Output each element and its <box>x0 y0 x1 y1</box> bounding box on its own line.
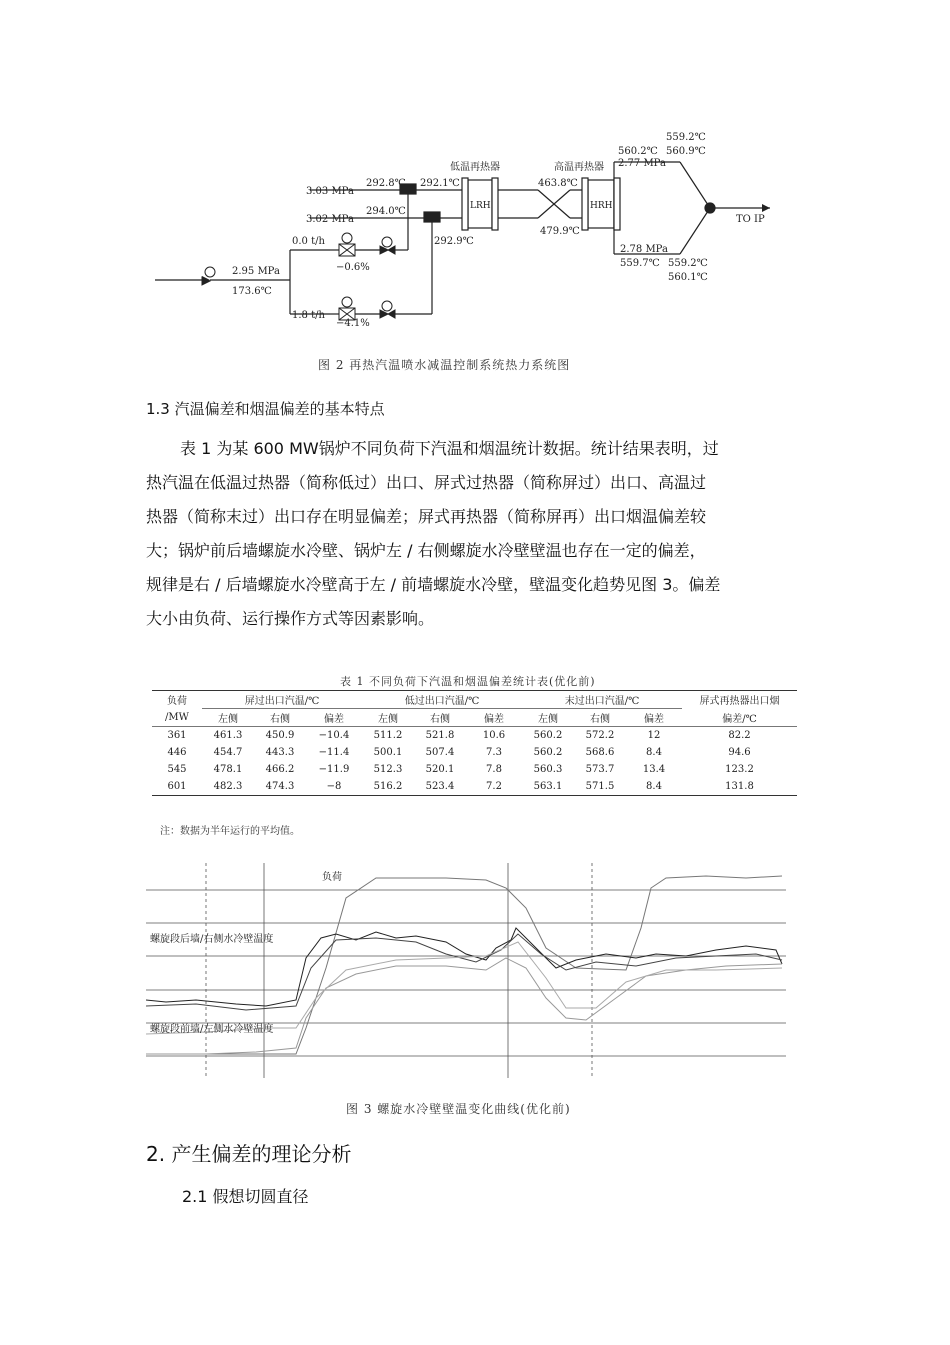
cell: 443.3 <box>265 747 295 758</box>
spray-flow-1: 0.0 t/h <box>292 236 325 247</box>
reheater-header-1: 屏式再热器出口烟 <box>699 696 780 708</box>
temp-12: 560.1℃ <box>668 272 708 283</box>
table-row <box>152 778 797 795</box>
sub-header: 左侧 <box>378 714 398 725</box>
cell-load: 361 <box>167 730 187 741</box>
to-ip-label: TO IP <box>736 214 765 225</box>
load-header: 负荷 <box>167 696 187 708</box>
table1-note: 注：数据为半年运行的平均值。 <box>160 826 300 837</box>
cell: 8.4 <box>646 781 662 792</box>
cell: 94.6 <box>728 747 751 758</box>
cell-load: 601 <box>167 781 187 792</box>
figure3-trend-chart <box>146 858 786 1080</box>
temp-4: 292.9℃ <box>434 236 474 247</box>
sub-header: 左侧 <box>218 714 238 725</box>
temp-3: 294.0℃ <box>366 206 406 217</box>
cell: 521.8 <box>425 730 455 741</box>
cell: 454.7 <box>213 747 243 758</box>
inlet-temp: 173.6℃ <box>232 286 272 297</box>
cell: 507.4 <box>425 747 455 758</box>
temp-11: 559.2℃ <box>668 258 708 269</box>
load-unit: /MW <box>165 711 189 723</box>
cell: 7.3 <box>486 747 502 758</box>
cell: 523.4 <box>425 781 455 792</box>
group-header: 屏过出口汽温/℃ <box>202 691 362 709</box>
cell: 512.3 <box>373 764 403 775</box>
cell: 571.5 <box>585 781 615 792</box>
cell: 563.1 <box>533 781 563 792</box>
sub-header: 偏差 <box>484 714 504 725</box>
paragraph-line: 热汽温在低温过热器（简称低过）出口、屏式过热器（简称屏过）出口、高温过 <box>146 473 707 492</box>
temp-6: 479.9℃ <box>540 226 580 237</box>
table1 <box>152 690 797 796</box>
cell: 474.3 <box>265 781 295 792</box>
cell: −11.9 <box>318 764 350 775</box>
front-wall-label: 螺旋段前墙/左侧水冷壁温度 <box>150 1024 274 1035</box>
rear-wall-label: 螺旋段后墙/右侧水冷壁温度 <box>150 934 274 945</box>
front-wall-curve <box>146 958 782 1054</box>
cell: 500.1 <box>373 747 403 758</box>
spray-flow-2: 1.8 t/h <box>292 310 325 321</box>
cell: −10.4 <box>318 730 350 741</box>
cell: 520.1 <box>425 764 455 775</box>
sub-header: 右侧 <box>590 714 610 725</box>
cell: 568.6 <box>585 747 615 758</box>
cell: 461.3 <box>213 730 243 741</box>
cell: 572.2 <box>585 730 615 741</box>
lrh-name: 低温再热器 <box>450 162 500 173</box>
cell: 573.7 <box>585 764 615 775</box>
cell: 10.6 <box>482 730 506 741</box>
pressure-3: 2.77 MPa <box>618 158 666 169</box>
temp-7: 560.2℃ <box>618 146 658 157</box>
cell: 516.2 <box>373 781 403 792</box>
cell: 560.2 <box>533 730 563 741</box>
temp-8: 559.2℃ <box>666 132 706 143</box>
load-label: 负荷 <box>322 872 342 883</box>
junction-node <box>705 203 715 213</box>
cell: 560.2 <box>533 747 563 758</box>
cell: 13.4 <box>642 764 666 775</box>
cell: 8.4 <box>646 747 662 758</box>
group-header: 末过出口汽温/℃ <box>522 691 682 709</box>
figure2-diagram <box>150 122 790 332</box>
section-1-3-paragraph <box>146 432 720 636</box>
lrh-label: LRH <box>470 201 491 211</box>
paragraph-line: 规律是右 / 后墙螺旋水冷壁高于左 / 前墙螺旋水冷壁，壁温变化趋势见图 3。偏差 <box>146 575 721 594</box>
cell: −8 <box>326 781 342 792</box>
temp-1: 292.8℃ <box>366 178 406 189</box>
cell: 482.3 <box>213 781 243 792</box>
paragraph-line: 大；锅炉前后墙螺旋水冷壁、锅炉左 / 右侧螺旋水冷壁壁温也存在一定的偏差， <box>146 541 706 560</box>
cell: 7.2 <box>486 781 502 792</box>
sub-header: 左侧 <box>538 714 558 725</box>
reheater-header-2: 偏差/℃ <box>722 713 757 725</box>
cell: 12 <box>647 730 661 741</box>
hrh-name: 高温再热器 <box>554 162 604 173</box>
hrh-label: HRH <box>590 201 613 211</box>
cell: 466.2 <box>265 764 295 775</box>
paragraph-line: 大小由负荷、运行操作方式等因素影响。 <box>146 609 435 628</box>
cell-load: 446 <box>167 747 187 758</box>
paragraph-line: 表 1 为某 600 MW锅炉不同负荷下汽温和烟温统计数据。统计结果表明，过 <box>180 439 719 458</box>
temp-5: 463.8℃ <box>538 178 578 189</box>
group-header: 低过出口汽温/℃ <box>362 691 522 709</box>
table1-title: 表 1 不同负荷下汽温和烟温偏差统计表(优化前) <box>340 675 596 688</box>
cell: 478.1 <box>213 764 243 775</box>
figure3-caption: 图 3 螺旋水冷壁壁温变化曲线(优化前) <box>346 1102 571 1116</box>
to-ip-arrow <box>762 204 770 212</box>
pressure-2: 3.02 MPa <box>306 214 354 225</box>
spray-pct-2: −4.1% <box>336 318 370 329</box>
pressure-4: 2.78 MPa <box>620 244 668 255</box>
cell: 7.8 <box>486 764 502 775</box>
section-2-1-heading: 2.1 假想切圆直径 <box>182 1187 309 1206</box>
spray-pct-1: −0.6% <box>336 262 370 273</box>
rear-wall-curve-2 <box>146 934 782 1010</box>
cell: 123.2 <box>725 764 754 775</box>
section-1-3-heading: 1.3 汽温偏差和烟温偏差的基本特点 <box>146 400 385 418</box>
temp-2: 292.1℃ <box>420 178 460 189</box>
temp-10: 559.7℃ <box>620 258 660 269</box>
cell-load: 545 <box>167 764 187 775</box>
cell: 450.9 <box>265 730 295 741</box>
pressure-1: 3.03 MPa <box>306 186 354 197</box>
cell: 511.2 <box>373 730 403 741</box>
paragraph-line: 热器（简称末过）出口存在明显偏差；屏式再热器（简称屏再）出口烟温偏差较 <box>146 507 707 526</box>
section-2-heading: 2. 产生偏差的理论分析 <box>146 1142 352 1166</box>
cell: 82.2 <box>728 730 751 741</box>
sub-header: 右侧 <box>270 714 290 725</box>
figure2-caption: 图 2 再热汽温喷水减温控制系统热力系统图 <box>318 358 571 372</box>
cell: 131.8 <box>725 781 754 792</box>
sub-header: 右侧 <box>430 714 450 725</box>
inlet-pressure: 2.95 MPa <box>232 266 280 277</box>
cell: 560.3 <box>533 764 563 775</box>
temp-9: 560.9℃ <box>666 146 706 157</box>
sub-header: 偏差 <box>644 714 664 725</box>
table-row <box>152 744 797 761</box>
table-row <box>152 761 797 778</box>
table-row <box>152 727 797 745</box>
sub-header: 偏差 <box>324 714 344 725</box>
cell: −11.4 <box>318 747 350 758</box>
